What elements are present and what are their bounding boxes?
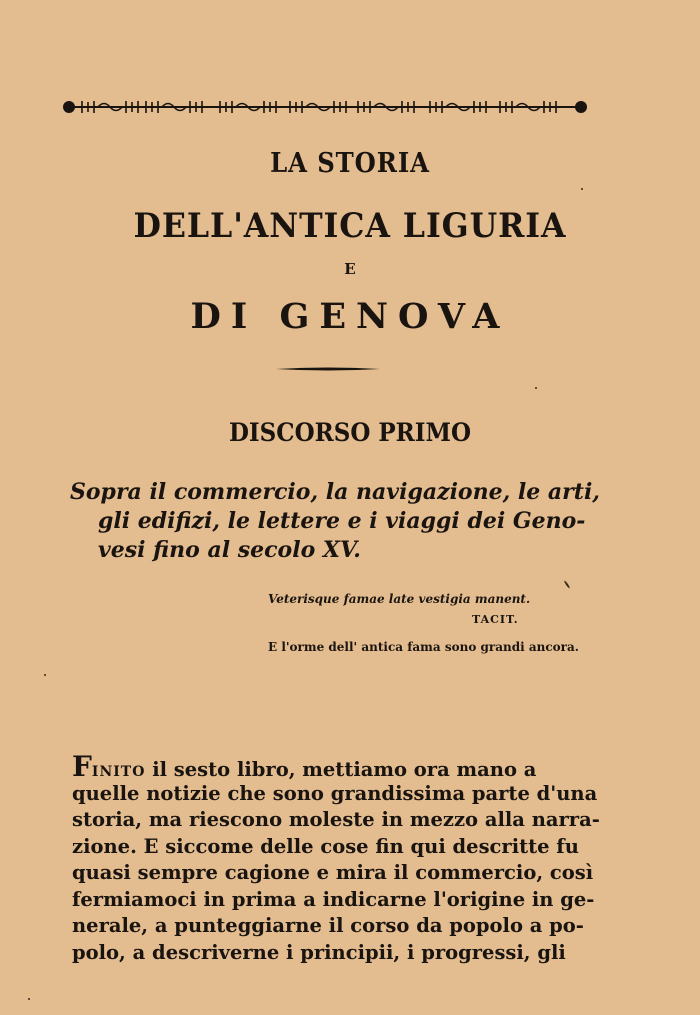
- body-line: storia, ma riescono moleste in mezzo alla narra-: [72, 808, 600, 831]
- paper-speck: [535, 387, 537, 389]
- paper-speck: [581, 188, 583, 190]
- body-line: quasi sempre cagione e mira il commercio, così: [72, 861, 594, 884]
- paper-speck: [44, 674, 46, 676]
- body-line: [72, 750, 602, 783]
- subtitle-line: Sopra il commercio, la navigazione, le arti,: [70, 479, 600, 505]
- epigraph-latin: Veterisque famae late vestigia manent.: [268, 592, 531, 606]
- subtitle-line: gli edifizi, le lettere e i viaggi dei Geno-: [98, 508, 586, 534]
- dropcap: F: [72, 750, 92, 783]
- paper-mark: [564, 580, 571, 589]
- body-line-text: il sesto libro, mettiamo ora mano a: [145, 758, 537, 781]
- body-line: nerale, a punteggiarne il corso da popolo a po-: [72, 914, 584, 937]
- discourse-heading: DISCORSO PRIMO: [228, 418, 472, 447]
- body-line: fermiamoci in prima a indicarne l'origine in ge-: [72, 887, 595, 911]
- decorative-rule: [276, 367, 380, 371]
- discourse-subtitle: [70, 478, 600, 565]
- paper-speck: [28, 998, 30, 1000]
- body-line: quelle notizie che sono grandissima parte d'una: [72, 781, 598, 805]
- body-line: zione. E siccome delle cose fin qui descritte fu: [72, 834, 579, 858]
- epigraph-author: TACIT.: [472, 613, 519, 626]
- title-line-antica-liguria: DELL'ANTICA LIGURIA: [133, 206, 567, 246]
- smallcaps-word: INITO: [91, 764, 146, 780]
- body-line: polo, a descriverne i principii, i progressi, gli: [72, 940, 566, 964]
- epigraph-italian: E l'orme dell' antica fama sono grandi ancora.: [268, 640, 579, 654]
- title-line-la-storia: LA STORIA: [270, 148, 430, 179]
- body-paragraph: [72, 750, 602, 966]
- decorative-border-ornament: [62, 98, 588, 116]
- subtitle-line: vesi fino al secolo XV.: [98, 537, 361, 563]
- title-conjunction: E: [344, 260, 356, 278]
- title-line-genova: DI GENOVA: [190, 296, 510, 337]
